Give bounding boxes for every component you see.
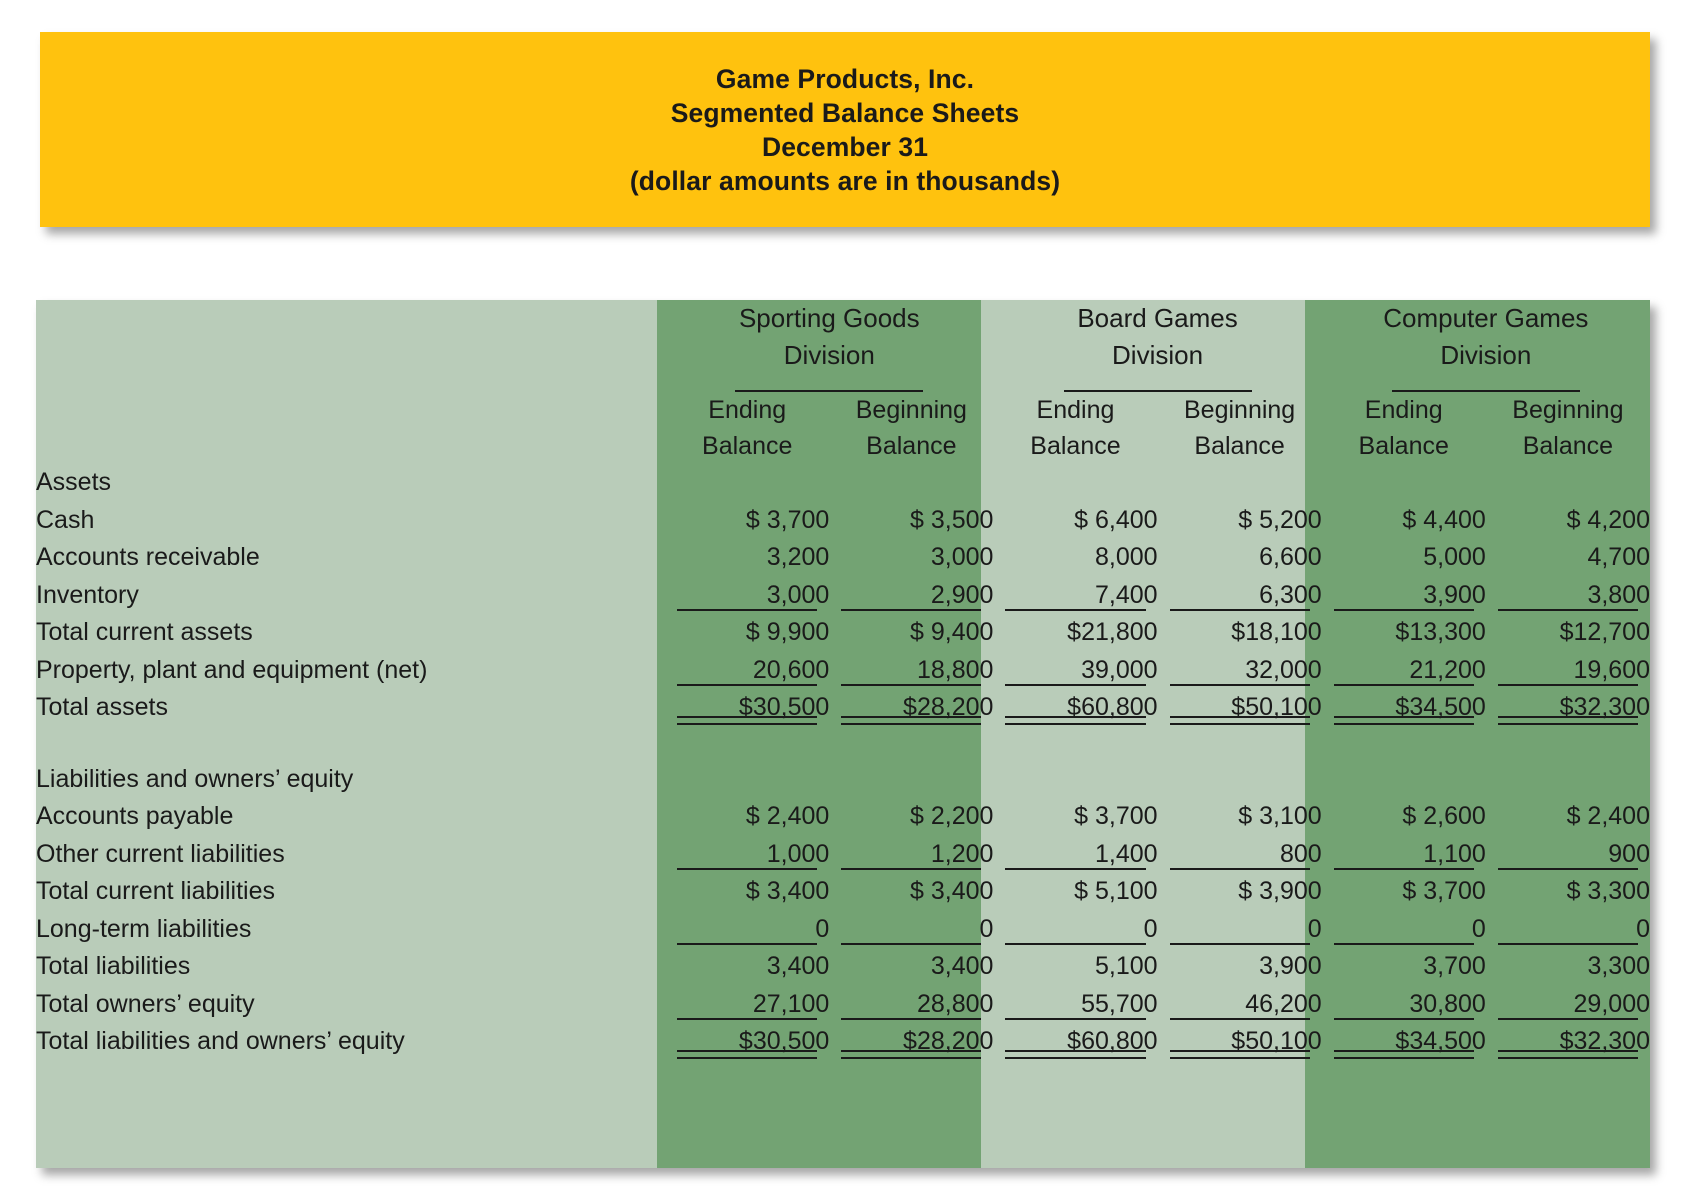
- division-header-computer-games-line2: Division: [1440, 340, 1532, 370]
- row-value: 55,700: [993, 986, 1157, 1024]
- table-row: [36, 464, 1650, 502]
- row-value: [665, 464, 829, 502]
- title-line-company: Game Products, Inc.: [715, 63, 975, 94]
- row-label: Assets: [36, 468, 112, 496]
- row-value: $34,500: [1322, 1023, 1486, 1061]
- row-value: $ 9,900: [745, 618, 830, 646]
- row-value: 5,000: [1423, 543, 1486, 571]
- row-value: $ 2,200: [910, 802, 994, 830]
- row-value: 20,600: [665, 652, 829, 690]
- row-value: $50,100: [1158, 689, 1322, 727]
- division-header-sporting-goods-line1: Sporting Goods: [738, 303, 920, 333]
- balance-header-row: [36, 392, 1650, 464]
- row-value: $ 3,700: [1074, 802, 1158, 830]
- table-row: [36, 911, 1650, 949]
- row-value: $13,300: [1395, 618, 1486, 646]
- row-label: Inventory: [36, 580, 139, 609]
- row-value: 3,000: [665, 577, 829, 615]
- division-header-computer-games-line1: Computer Games: [1383, 303, 1589, 333]
- row-value: $ 2,400: [1566, 802, 1650, 830]
- row-label: Property, plant and equipment (net): [36, 655, 428, 684]
- row-value: 27,100: [665, 986, 829, 1024]
- row-label: Liabilities and owners’ equity: [36, 764, 354, 793]
- row-value: 1,000: [665, 836, 829, 874]
- row-value: 6,300: [1158, 577, 1322, 615]
- row-value: 28,800: [829, 986, 993, 1024]
- row-value: [1158, 761, 1322, 799]
- row-value: 32,000: [1158, 652, 1322, 690]
- row-value: 3,800: [1486, 577, 1650, 615]
- row-value: [829, 761, 993, 799]
- header-blank: [36, 300, 665, 392]
- row-value: $ 3,300: [1566, 877, 1650, 905]
- division-header-sporting-goods-line2: Division: [783, 340, 875, 370]
- row-value: 3,700: [1423, 952, 1486, 980]
- table-row: [36, 1023, 1650, 1061]
- table-spacer-row: [36, 727, 1650, 761]
- header-balance-word: Balance: [702, 432, 793, 460]
- row-value: [993, 464, 1157, 502]
- row-value: $ 4,200: [1566, 505, 1650, 534]
- division-header-board-games-line2: Division: [1112, 340, 1204, 370]
- segmented-balance-sheet-table: [36, 300, 1650, 1061]
- table-row: [36, 614, 1650, 652]
- header-sg-beginning: [829, 392, 993, 464]
- spacer-cell: [36, 727, 1650, 761]
- row-label: Accounts payable: [36, 802, 234, 830]
- row-value: $ 3,500: [910, 505, 994, 534]
- row-value: 1,100: [1322, 836, 1486, 874]
- header-balance-word: Balance: [1358, 432, 1449, 460]
- row-label: Accounts receivable: [36, 543, 260, 571]
- row-label: Total liabilities and owners’ equity: [36, 1027, 405, 1055]
- row-value: $ 5,100: [1074, 877, 1158, 905]
- table-row: [36, 689, 1650, 727]
- table-row: [36, 873, 1650, 911]
- row-value: 0: [829, 911, 993, 949]
- row-value: 900: [1486, 836, 1650, 874]
- row-value: [1322, 464, 1486, 502]
- row-value: 3,900: [1322, 577, 1486, 615]
- row-value: [665, 761, 829, 799]
- header-cg-beginning: [1486, 392, 1650, 464]
- balance-sheet-body: [36, 464, 1650, 1061]
- row-value: [1486, 761, 1650, 799]
- balance-sheet-card: [36, 300, 1650, 1168]
- row-value: 1,400: [993, 836, 1157, 874]
- row-value: $ 2,600: [1402, 802, 1486, 830]
- table-row: [36, 539, 1650, 577]
- row-value: $21,800: [1067, 618, 1158, 646]
- row-value: 29,000: [1486, 986, 1650, 1024]
- table-row: [36, 986, 1650, 1024]
- header-balance-word: Balance: [866, 432, 957, 460]
- row-value: 8,000: [1094, 543, 1158, 571]
- row-label: Total current liabilities: [36, 877, 275, 905]
- row-value: $32,300: [1486, 1023, 1650, 1061]
- row-value: 5,100: [1094, 952, 1158, 980]
- title-line-units: (dollar amounts are in thousands): [629, 165, 1061, 196]
- row-value: 3,400: [930, 952, 994, 980]
- header-beginning-word: Beginning: [1512, 396, 1624, 424]
- table-row: [36, 798, 1650, 836]
- row-value: $ 3,700: [1402, 877, 1486, 905]
- header-bg-ending: [993, 392, 1157, 464]
- table-row: [36, 948, 1650, 986]
- title-line-date: December 31: [761, 131, 929, 162]
- row-value: 7,400: [993, 577, 1157, 615]
- row-value: $ 9,400: [910, 618, 994, 646]
- table-row: [36, 836, 1650, 874]
- title-line-statement: Segmented Balance Sheets: [670, 97, 1020, 128]
- row-value: 0: [1486, 911, 1650, 949]
- table-row: [36, 761, 1650, 799]
- row-value: 3,300: [1587, 952, 1650, 980]
- row-value: $28,200: [829, 1023, 993, 1061]
- row-value: 39,000: [993, 652, 1157, 690]
- row-value: $30,500: [665, 689, 829, 727]
- division-header-sporting-goods: [665, 300, 993, 392]
- row-label: Long-term liabilities: [36, 914, 252, 943]
- row-value: 0: [1158, 911, 1322, 949]
- row-value: 18,800: [829, 652, 993, 690]
- division-header-board-games-line1: Board Games: [1077, 303, 1238, 333]
- row-value: $ 4,400: [1402, 505, 1486, 534]
- row-value: 46,200: [1158, 986, 1322, 1024]
- row-value: 6,600: [1259, 543, 1322, 571]
- row-label: Total owners’ equity: [36, 989, 255, 1018]
- row-value: $18,100: [1231, 618, 1322, 646]
- row-value: 19,600: [1486, 652, 1650, 690]
- row-value: $ 5,200: [1238, 505, 1322, 534]
- row-value: $ 2,400: [745, 802, 830, 830]
- row-value: $ 3,400: [910, 877, 994, 905]
- row-value: [1322, 761, 1486, 799]
- header-balance-word: Balance: [1194, 432, 1285, 460]
- table-row: [36, 502, 1650, 540]
- row-value: 0: [1322, 911, 1486, 949]
- header-balance-word: Balance: [1522, 432, 1614, 460]
- header-blank-2: [36, 392, 665, 464]
- header-ending-word: Ending: [1364, 396, 1443, 424]
- header-beginning-word: Beginning: [1184, 396, 1296, 424]
- row-label: Other current liabilities: [36, 839, 285, 868]
- row-label: Total current assets: [36, 618, 253, 646]
- header-bg-beginning: [1158, 392, 1322, 464]
- header-balance-word: Balance: [1030, 432, 1121, 460]
- header-sg-ending: [665, 392, 829, 464]
- row-value: $ 3,400: [745, 877, 830, 905]
- division-header-computer-games: [1322, 300, 1650, 392]
- table-row: [36, 652, 1650, 690]
- row-value: $ 6,400: [1074, 505, 1158, 534]
- row-value: 0: [665, 911, 829, 949]
- header-ending-word: Ending: [1036, 396, 1115, 424]
- row-value: $50,100: [1158, 1023, 1322, 1061]
- row-value: $ 3,900: [1238, 877, 1322, 905]
- row-value: 3,900: [1259, 952, 1322, 980]
- row-value: $34,500: [1322, 689, 1486, 727]
- row-label: Total liabilities: [36, 952, 191, 980]
- row-label: Total assets: [36, 693, 169, 721]
- row-value: $30,500: [665, 1023, 829, 1061]
- row-value: $12,700: [1559, 618, 1650, 646]
- header-beginning-word: Beginning: [855, 396, 967, 424]
- division-header-board-games: [993, 300, 1321, 392]
- row-value: 3,400: [766, 952, 830, 980]
- row-value: [829, 464, 993, 502]
- row-value: $ 3,100: [1238, 802, 1322, 830]
- row-value: 4,700: [1587, 543, 1650, 571]
- row-value: 3,200: [766, 543, 830, 571]
- row-value: $32,300: [1486, 689, 1650, 727]
- table-row: [36, 577, 1650, 615]
- row-value: 1,200: [829, 836, 993, 874]
- row-value: 30,800: [1322, 986, 1486, 1024]
- row-value: 21,200: [1322, 652, 1486, 690]
- row-value: $28,200: [829, 689, 993, 727]
- row-value: [993, 761, 1157, 799]
- row-value: 2,900: [829, 577, 993, 615]
- row-value: [1158, 464, 1322, 502]
- row-value: $60,800: [993, 689, 1157, 727]
- row-value: 800: [1158, 836, 1322, 874]
- header-cg-ending: [1322, 392, 1486, 464]
- row-value: $ 3,700: [745, 505, 830, 534]
- title-banner: [40, 32, 1650, 227]
- division-header-row: [36, 300, 1650, 392]
- row-value: $60,800: [993, 1023, 1157, 1061]
- row-value: 0: [993, 911, 1157, 949]
- row-value: 3,000: [930, 543, 994, 571]
- header-ending-word: Ending: [708, 396, 787, 424]
- row-label: Cash: [36, 505, 95, 534]
- row-value: [1486, 464, 1650, 502]
